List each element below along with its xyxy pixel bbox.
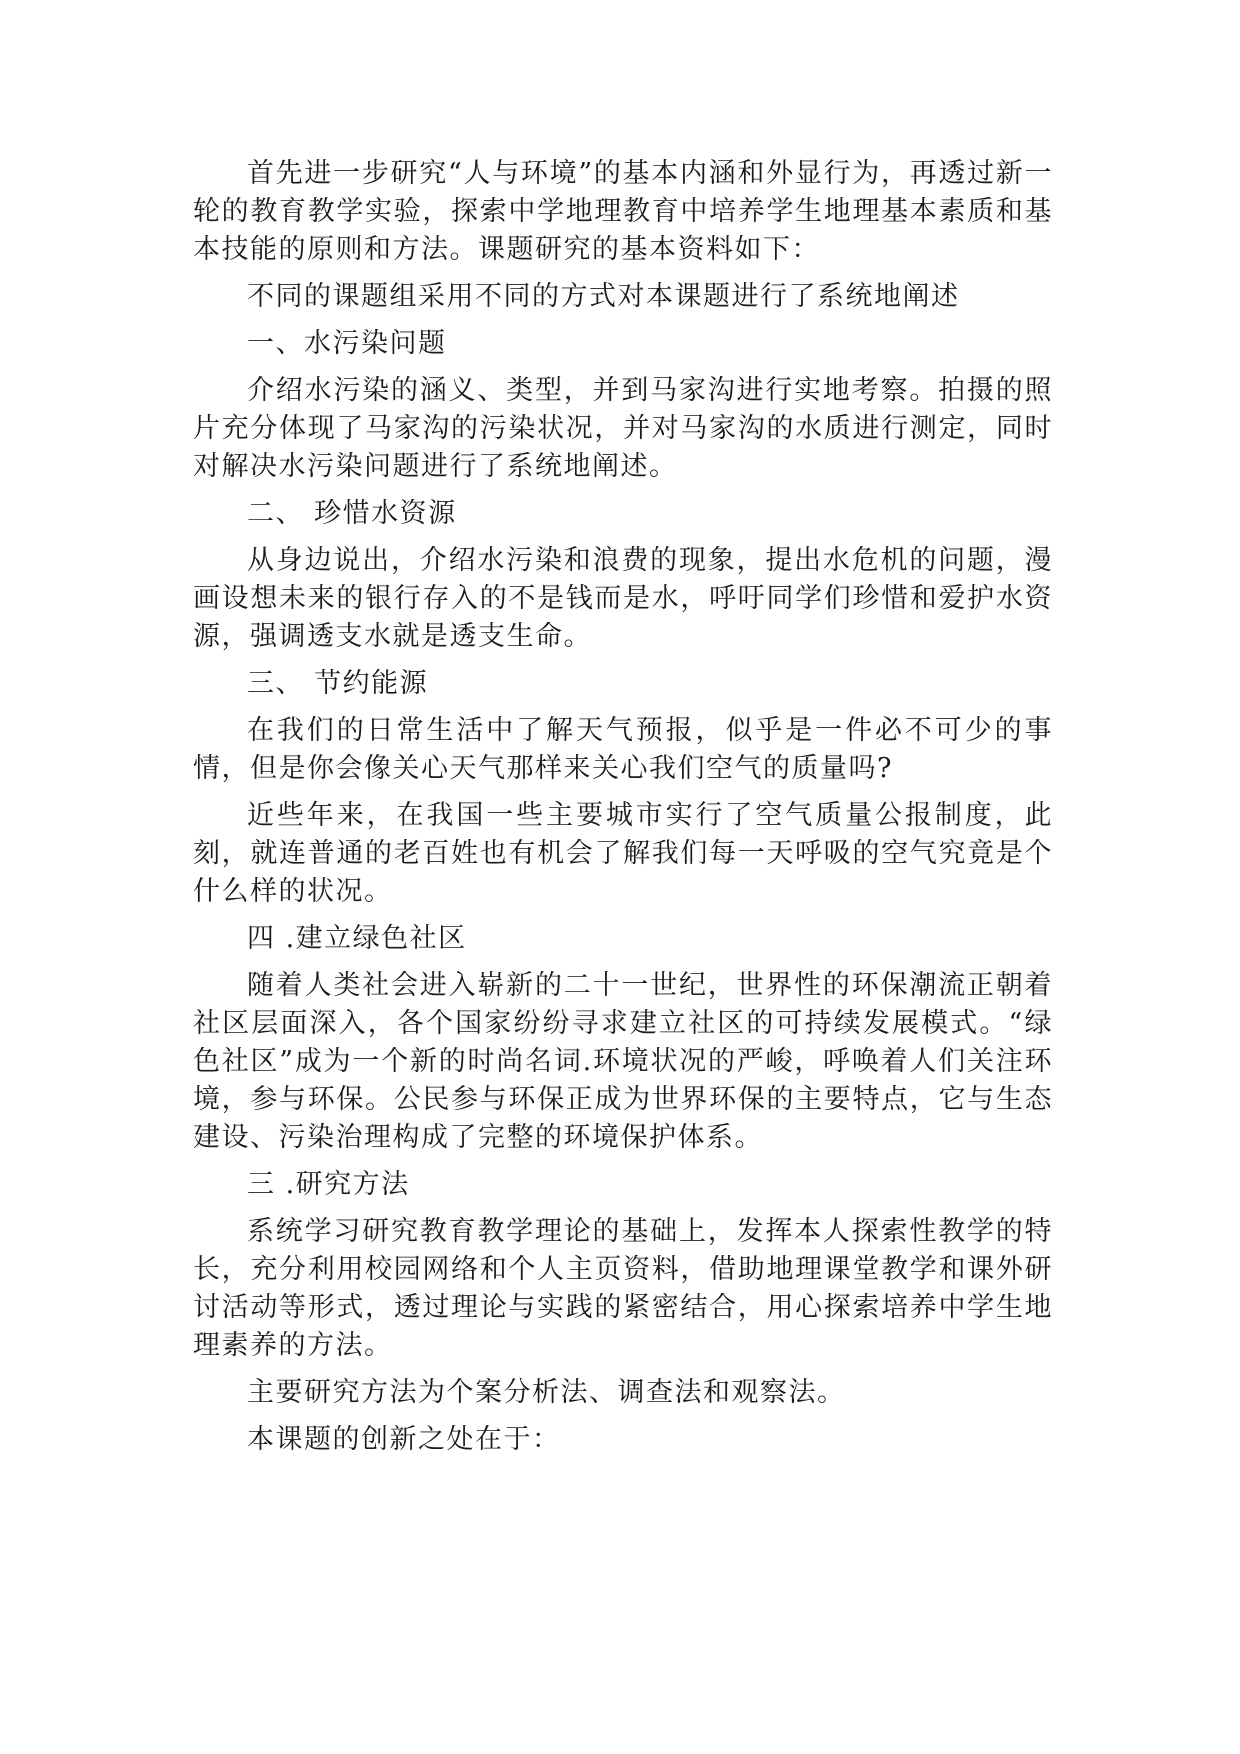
heading-green-community: 四 .建立绿色社区: [247, 923, 467, 954]
document-body: [193, 155, 1053, 1468]
paragraph-research-methods: 系统学习研究教育教学理论的基础上，发挥本人探索性教学的特长，充分利用校园网络和个人主页资料，借助地理课堂教学和课外研讨活动等形式，透过理论与实践的紧密结合，用心探索培养中学生地理素养的方法。: [193, 1216, 1053, 1361]
heading-water-pollution: 一、水污染问题: [247, 328, 447, 359]
paragraph-weather: 在我们的日常生活中了解天气预报，似乎是一件必不可少的事情，但是你会像关心天气那样来关心我们空气的质量吗?: [193, 715, 1053, 784]
paragraph-save-water: 从身边说出，介绍水污染和浪费的现象，提出水危机的问题，漫画设想未来的银行存入的不是钱而是水，呼吁同学们珍惜和爱护水资源，强调透支水就是透支生命。: [193, 545, 1053, 652]
paragraph-air-quality: 近些年来，在我国一些主要城市实行了空气质量公报制度，此刻，就连普通的老百姓也有机会了解我们每一天呼吸的空气究竟是个什么样的状况。: [193, 800, 1053, 907]
paragraph-overview: 不同的课题组采用不同的方式对本课题进行了系统地阐述: [247, 281, 960, 312]
paragraph-green-community: 随着人类社会进入崭新的二十一世纪，世界性的环保潮流正朝着社区层面深入，各个国家纷纷寻求建立社区的可持续发展模式。“绿色社区”成为一个新的时尚名词.环境状况的严峻，呼唤着人们关注环境，参与环保。公民参与环保正成为世界环保的主要特点，它与生态建设、污染治理构成了完整的环境保护体系。: [193, 970, 1053, 1153]
paragraph-intro: 首先进一步研究“人与环境”的基本内涵和外显行为，再透过新一轮的教育教学实验，探索中学地理教育中培养学生地理基本素质和基本技能的原则和方法。课题研究的基本资料如下：: [193, 158, 1053, 265]
paragraph-water-pollution: 介绍水污染的涵义、类型，并到马家沟进行实地考察。拍摄的照片充分体现了马家沟的污染状况，并对马家沟的水质进行测定，同时对解决水污染问题进行了系统地阐述。: [193, 375, 1053, 482]
heading-research-methods: 三 .研究方法: [247, 1169, 410, 1200]
heading-save-water: 二、 珍惜水资源: [247, 498, 457, 529]
heading-save-energy: 三、 节约能源: [247, 668, 429, 699]
paragraph-main-methods: 主要研究方法为个案分析法、调查法和观察法。: [247, 1377, 846, 1408]
paragraph-innovation: 本课题的创新之处在于：: [247, 1424, 561, 1455]
